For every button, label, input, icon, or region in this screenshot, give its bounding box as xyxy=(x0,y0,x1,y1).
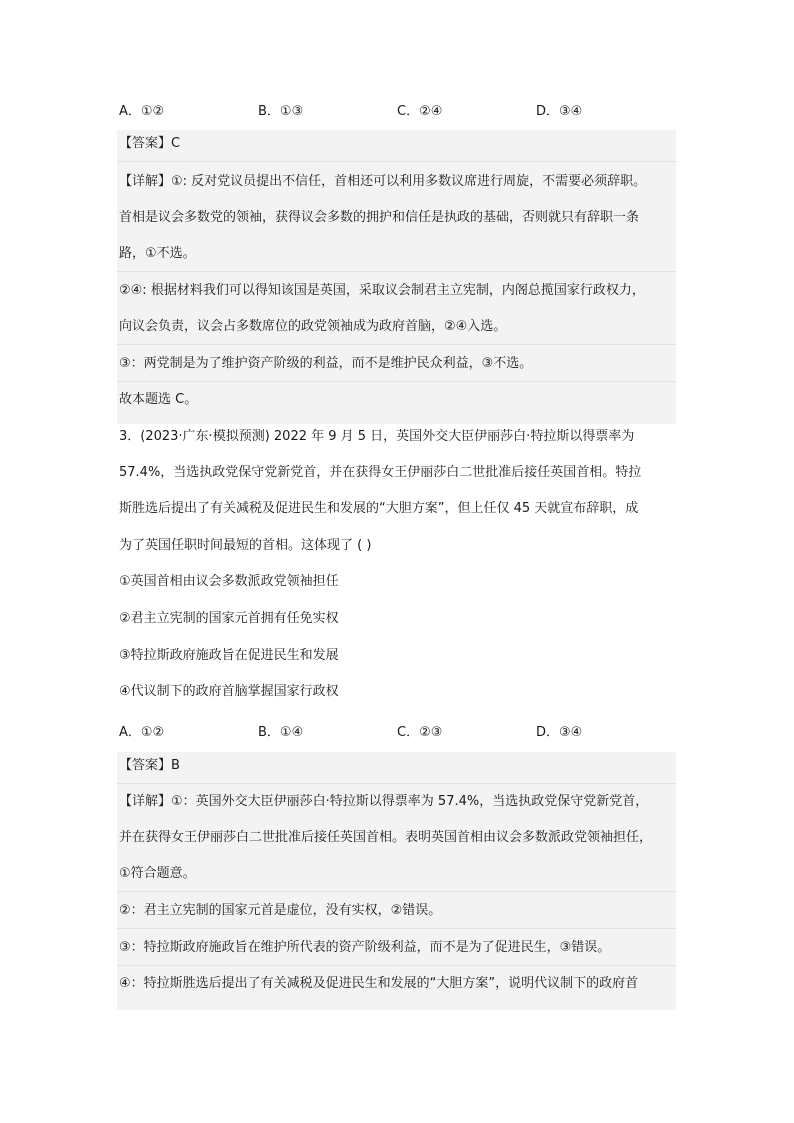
q3-analysis-line: 并在获得女王伊丽莎白二世批准后接任英国首相。表明英国首相由议会多数派政党领袖担任， xyxy=(119,830,653,845)
q3-stem-line: 为了英国任职时间最短的首相。这体现了 ( ) xyxy=(119,538,372,553)
divider xyxy=(117,344,676,345)
q3-options xyxy=(119,721,679,741)
q2-analysis-line: 首相是议会多数党的领袖，获得议会多数的拥护和信任是执政的基础，否则就只有辞职一条 xyxy=(119,210,640,225)
divider xyxy=(117,965,676,966)
divider xyxy=(117,161,676,162)
q3-statement-2: ②君主立宪制的国家元首拥有任免实权 xyxy=(119,611,339,626)
q3-analysis-line: ②：君主立宪制的国家元首是虚位，没有实权，②错误。 xyxy=(119,903,442,918)
q2-analysis-conclusion: 故本题选 C。 xyxy=(119,392,198,407)
divider xyxy=(117,928,676,929)
q3-analysis-line: ③：特拉斯政府施政旨在维护所代表的资产阶级利益，而不是为了促进民生，③错误。 xyxy=(119,940,611,955)
q2-answer-block xyxy=(117,130,676,424)
q3-option-c: C．②③ xyxy=(397,725,443,740)
q3-option-a: A．①② xyxy=(119,725,165,740)
q2-option-d: D．③④ xyxy=(536,104,583,119)
q2-option-c: C．②④ xyxy=(397,104,443,119)
q3-analysis-line: ④：特拉斯胜选后提出了有关减税及促进民生和发展的“大胆方案”，说明代议制下的政府首 xyxy=(119,976,639,991)
q2-option-a: A．①② xyxy=(119,104,165,119)
q2-analysis-line: 向议会负责，议会占多数席位的政党领袖成为政府首脑，②④入选。 xyxy=(119,319,507,334)
divider xyxy=(117,783,676,784)
q3-statement-4: ④代议制下的政府首脑掌握国家行政权 xyxy=(119,684,339,699)
q3-answer-block xyxy=(117,752,676,1010)
divider xyxy=(117,381,676,382)
q3-analysis-line: ①符合题意。 xyxy=(119,866,196,881)
q3-statement-3: ③特拉斯政府施政旨在促进民生和发展 xyxy=(119,648,339,663)
q2-analysis-line: 【详解】①: 反对党议员提出不信任，首相还可以利用多数议席进行周旋，不需要必须辞职。 xyxy=(119,174,647,189)
q3-stem-line: 斯胜选后提出了有关减税及促进民生和发展的“大胆方案”，但上任仅 45 天就宣布辞职，成 xyxy=(119,501,639,516)
q3-option-b: B．①④ xyxy=(258,725,304,740)
q2-options xyxy=(119,100,679,120)
q3-stem-line: 57.4%，当选执政党保守党新党首，并在获得女王伊丽莎白二世批准后接任英国首相。特拉 xyxy=(119,465,642,480)
q2-option-b: B．①③ xyxy=(258,104,304,119)
q3-option-d: D．③④ xyxy=(536,725,583,740)
divider xyxy=(117,891,676,892)
q2-analysis-line: ②④: 根据材料我们可以得知该国是英国，采取议会制君主立宪制，内阁总揽国家行政权力， xyxy=(119,283,645,298)
q2-analysis-line: ③：两党制是为了维护资产阶级的利益，而不是维护民众利益，③不选。 xyxy=(119,356,533,371)
q3-answer: 【答案】B xyxy=(119,758,180,773)
divider xyxy=(117,271,676,272)
q2-analysis-line: 路，①不选。 xyxy=(119,246,196,261)
q3-statement-1: ①英国首相由议会多数派政党领袖担任 xyxy=(119,574,339,589)
q2-answer: 【答案】C xyxy=(119,136,181,151)
q3-analysis-line: 【详解】①：英国外交大臣伊丽莎白·特拉斯以得票率为 57.4%，当选执政党保守党新党首， xyxy=(119,794,649,809)
q3-stem-line: 3．(2023·广东·模拟预测) 2022 年 9 月 5 日，英国外交大臣伊丽莎白·特拉斯以得票率为 xyxy=(119,429,635,444)
